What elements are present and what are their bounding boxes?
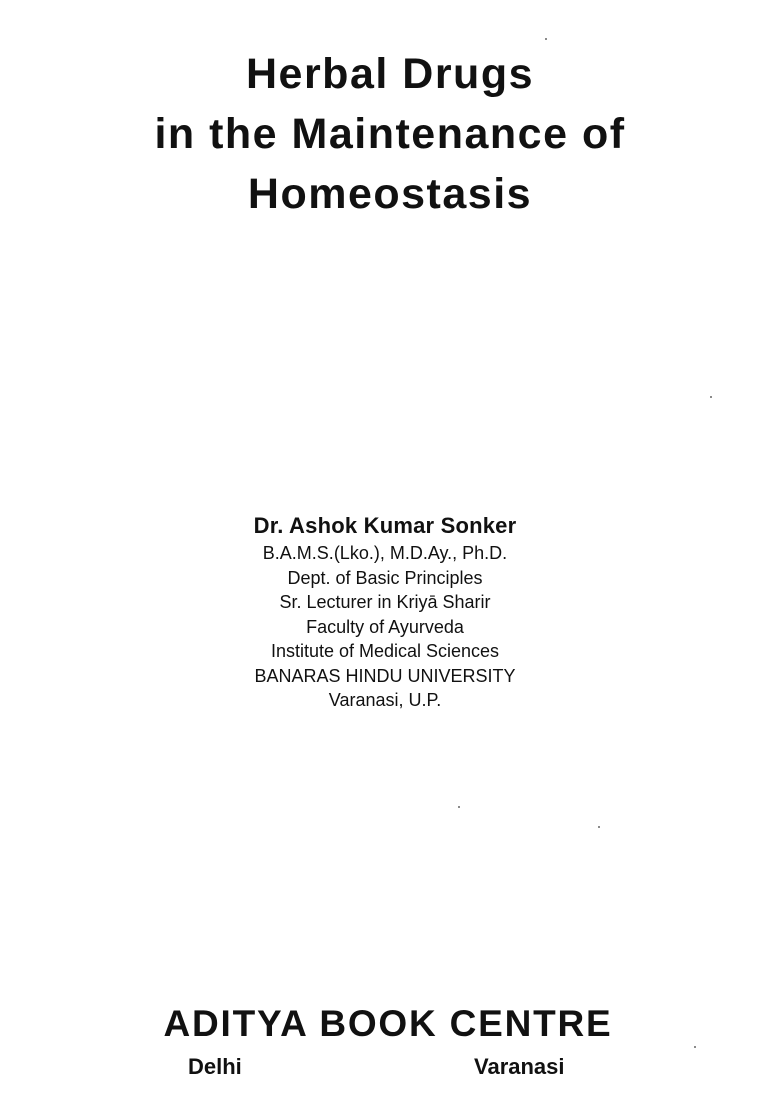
- author-faculty: Faculty of Ayurveda: [306, 616, 464, 637]
- scan-speck: [458, 806, 460, 808]
- title-line-1: Herbal Drugs: [245, 50, 534, 98]
- publisher-city-delhi: Delhi: [188, 1054, 242, 1079]
- scan-speck: [545, 38, 547, 40]
- author-institute: Institute of Medical Sciences: [270, 641, 500, 661]
- author-degrees: B.A.M.S.(Lko.), M.D.Ay., Ph.D.: [262, 543, 508, 563]
- publisher-name: ADITYA BOOK CENTRE: [163, 1003, 613, 1044]
- author-department: Dept. of Basic Principles: [287, 567, 483, 588]
- title-line-3: Homeostasis: [247, 170, 533, 218]
- author-name: Dr. Ashok Kumar Sonker: [253, 513, 517, 538]
- author-university: BANARAS HINDU UNIVERSITY: [254, 665, 516, 686]
- book-title: [0, 44, 780, 224]
- title-line-2: in the Maintenance of: [154, 110, 626, 158]
- publisher-block: [0, 1000, 780, 1079]
- scan-speck: [710, 396, 712, 398]
- author-block: [180, 511, 590, 713]
- author-position: Sr. Lecturer in Kriyā Sharir: [279, 592, 491, 612]
- author-location: Varanasi, U.P.: [328, 690, 442, 710]
- scan-speck: [694, 1046, 696, 1048]
- scan-speck: [598, 826, 600, 828]
- publisher-city-varanasi: Varanasi: [474, 1054, 565, 1079]
